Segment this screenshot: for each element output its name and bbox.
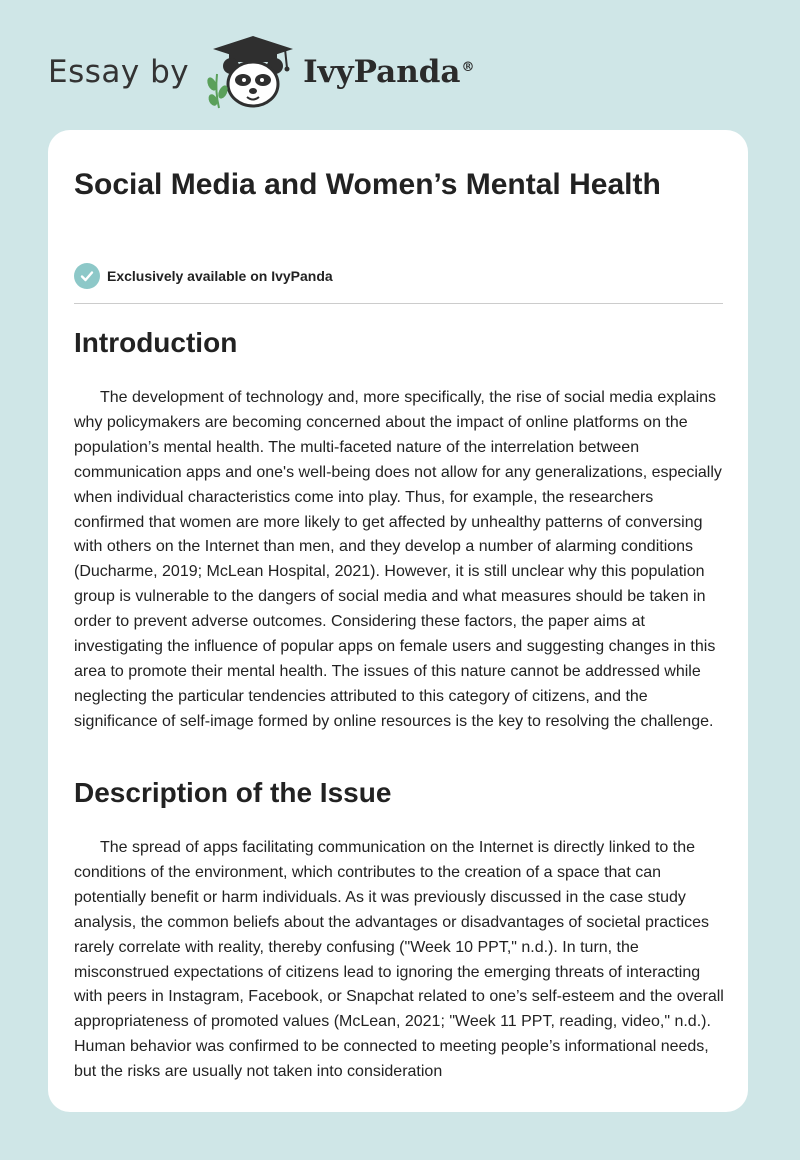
essay-card [48,130,748,1112]
badge-text: Exclusively available on IvyPanda [107,268,333,284]
divider [74,303,723,304]
essay-by-label: Essay by [48,54,190,90]
essay-title: Social Media and Women’s Mental Health [74,168,661,201]
section-text-description: The spread of apps facilitating communication on the Internet is directly linked to the conditions of the environment, which contributes to the creation of a space that can potentially benefit or harm individuals. As it was previously discussed in the case study analysis, the common beliefs about the advantages or disadvantages of societal practices rarely correlate with reality, thereby confusing ("Week 10 PPT," n.d.). In turn, the misconstrued expectations of citizens lead to ignoring the emerging threats of interacting with peers in Instagram, Facebook, or Snapchat related to one’s self-esteem and the overall appropriateness of promoted values (McLean, 2021; "Week 11 PPT, reading, video," n.d.). Human behavior was confirmed to be connected to meeting people’s informational needs, but the risks are usually not taken into consideration [74,839,724,1081]
panda-logo-icon [205,34,301,110]
section-text-introduction: The development of technology and, more specifically, the rise of social media explains why policymakers are becoming concerned about the impact of online platforms on the population’s mental health. The multi-faceted nature of the interrelation between communication apps and one's well-being does not allow for any generalizations, especially when individual characteristics come into play. Thus, for example, the researchers confirmed that women are more likely to get affected by unhealthy patterns of conversing with others on the Internet than men, and they develop a number of alarming conditions (Ducharme, 2019; McLean Hospital, 2021). However, it is still unclear why this population group is vulnerable to the dangers of social media and what measures should be taken in order to prevent adverse outcomes. Considering these factors, the paper aims at investigating the influence of popular apps on female users and suggesting changes in this area to promote their mental health. The issues of this nature cannot be addressed while neglecting the particular tendencies attributed to this category of citizens, and the significance of self-image formed by online resources is the key to resolving the challenge. [74,389,722,730]
exclusive-badge [74,263,333,289]
section-heading-introduction: Introduction [74,327,238,358]
brand-name: IvyPanda® [303,54,475,90]
section-heading-description: Description of the Issue [74,777,392,808]
check-icon [74,263,100,289]
site-header [48,34,475,110]
